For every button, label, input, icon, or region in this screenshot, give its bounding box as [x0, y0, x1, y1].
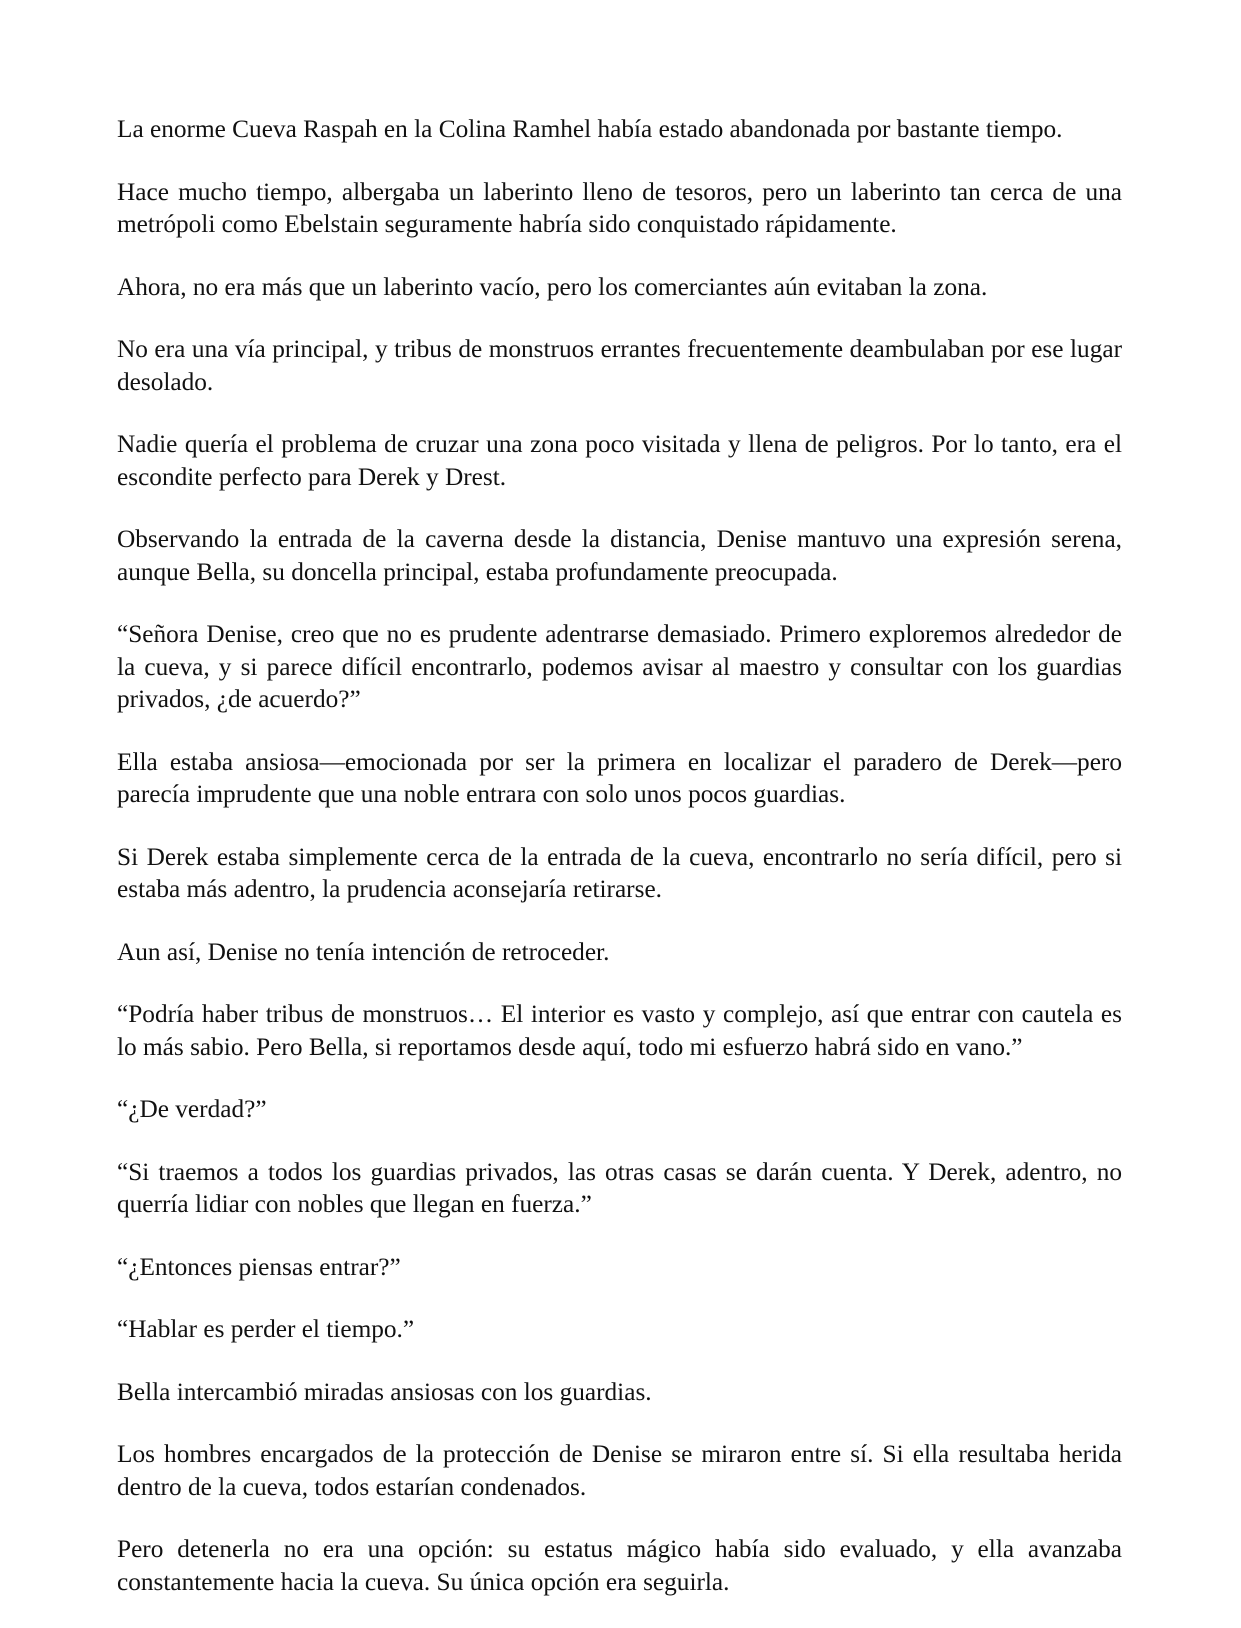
dialogue-paragraph: “Señora Denise, creo que no es prudente adentrarse demasiado. Primero exploremos alrededor de la cueva, y si parece difícil encontrarlo, podemos avisar al maestro y consultar con los guardias privados, ¿de acuerdo?”: [117, 620, 1122, 713]
dialogue-paragraph: “¿De verdad?”: [117, 1095, 267, 1123]
document-page: [117, 113, 1122, 1628]
paragraph: La enorme Cueva Raspah en la Colina Ramhel había estado abandonada por bastante tiempo.: [117, 115, 1063, 143]
dialogue-paragraph: “Hablar es perder el tiempo.”: [117, 1315, 415, 1343]
dialogue-paragraph: “¿Entonces piensas entrar?”: [117, 1252, 401, 1281]
paragraph: Pero detenerla no era una opción: su estatus mágico había sido evaluado, y ella avanzaba constantemente hacia la cueva. Su única opción era seguirla.: [117, 1535, 1122, 1596]
paragraph: No era una vía principal, y tribus de monstruos errantes frecuentemente deambulaban por ese lugar desolado.: [117, 335, 1122, 396]
paragraph: Nadie quería el problema de cruzar una zona poco visitada y llena de peligros. Por lo tanto, era el escondite perfecto para Derek y Drest.: [117, 430, 1122, 491]
dialogue-paragraph: “Si traemos a todos los guardias privados, las otras casas se darán cuenta. Y Derek, adentro, no querría lidiar con nobles que llegan en fuerza.”: [117, 1157, 1122, 1218]
paragraph: Ella estaba ansiosa—emocionada por ser la primera en localizar el paradero de Derek—pero parecía imprudente que una noble entrara con solo unos pocos guardias.: [117, 747, 1122, 808]
paragraph: Ahora, no era más que un laberinto vacío, pero los comerciantes aún evitaban la zona.: [117, 272, 988, 301]
paragraph: Si Derek estaba simplemente cerca de la entrada de la cueva, encontrarlo no sería difícil, pero si estaba más adentro, la prudencia aconsejaría retirarse.: [117, 842, 1122, 903]
paragraph: Bella intercambió miradas ansiosas con los guardias.: [117, 1377, 652, 1406]
paragraph: Aun así, Denise no tenía intención de retroceder.: [117, 937, 610, 966]
paragraph: Los hombres encargados de la protección de Denise se miraron entre sí. Si ella resultaba herida dentro de la cueva, todos estarían condenados.: [117, 1440, 1122, 1501]
dialogue-paragraph: “Podría haber tribus de monstruos… El interior es vasto y complejo, así que entrar con cautela es lo más sabio. Pero Bella, si reportamos desde aquí, todo mi esfuerzo habrá sido en vano.”: [117, 1000, 1122, 1061]
paragraph: Hace mucho tiempo, albergaba un laberinto lleno de tesoros, pero un laberinto tan cerca de una metrópoli como Ebelstain seguramente habría sido conquistado rápidamente.: [117, 177, 1122, 238]
paragraph: Observando la entrada de la caverna desde la distancia, Denise mantuvo una expresión serena, aunque Bella, su doncella principal, estaba profundamente preocupada.: [117, 525, 1122, 586]
